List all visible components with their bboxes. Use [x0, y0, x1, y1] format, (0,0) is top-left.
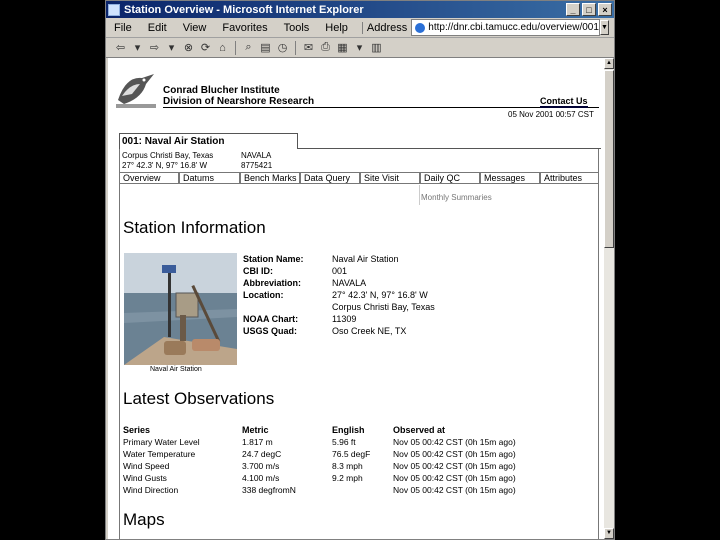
menu-edit[interactable]: Edit [147, 21, 167, 34]
obs-cell: Nov 05 00:42 CST (0h 15m ago) [393, 473, 516, 483]
contact-us-link[interactable]: Contact Us [540, 96, 588, 106]
station-title: 001: Naval Air Station [119, 133, 298, 149]
info-label: Abbreviation: [243, 278, 302, 288]
content-border-left [119, 149, 120, 539]
title-bar [106, 1, 614, 18]
column-header: Metric [242, 425, 269, 435]
stop-icon[interactable]: ⊗ [183, 42, 194, 54]
edit-icon[interactable]: ▦ [337, 42, 348, 54]
menu-file[interactable]: File [114, 21, 132, 34]
page-viewport [108, 58, 604, 539]
history-icon[interactable]: ◷ [277, 42, 288, 54]
tab-overview[interactable]: Overview [119, 172, 179, 184]
menu-favorites[interactable]: Favorites [222, 21, 268, 34]
obs-cell: Wind Speed [123, 461, 170, 471]
address-label: Address [362, 22, 411, 34]
obs-cell: Nov 05 00:42 CST (0h 15m ago) [393, 449, 516, 459]
tab-daily-qc[interactable]: Daily QC [420, 172, 480, 184]
tab-site-visit[interactable]: Site Visit [360, 172, 420, 184]
obs-cell: 24.7 degC [242, 449, 282, 459]
toolbar-divider [235, 41, 236, 55]
latest-observations-heading: Latest Observations [123, 389, 275, 408]
address-dropdown-button[interactable]: ▼ [600, 20, 609, 35]
go-button[interactable]: Go [614, 21, 630, 34]
tab-attributes[interactable]: Attributes [540, 172, 599, 184]
obs-cell: Nov 05 00:42 CST (0h 15m ago) [393, 485, 516, 495]
obs-cell: 8.3 mph [332, 461, 363, 471]
obs-cell: Nov 05 00:42 CST (0h 15m ago) [393, 437, 516, 447]
info-label: NOAA Chart: [243, 314, 299, 324]
menu-bar [106, 18, 630, 38]
obs-cell: 4.100 m/s [242, 473, 280, 483]
header-rule [163, 107, 599, 108]
station-chart-id: 8775421 [241, 161, 273, 170]
obs-cell: 3.700 m/s [242, 461, 280, 471]
address-url: http://dnr.cbi.tamucc.edu/overview/001 [428, 22, 599, 33]
institute-name: Conrad Blucher Institute [163, 85, 280, 96]
obs-cell: 76.5 degF [332, 449, 371, 459]
chevron-down-icon[interactable]: ▾ [168, 42, 175, 54]
station-information-heading: Station Information [123, 218, 266, 237]
scroll-thumb[interactable] [604, 70, 614, 248]
chevron-down-icon[interactable]: ▾ [134, 42, 141, 54]
obs-cell: Wind Direction [123, 485, 179, 495]
obs-cell: 1.817 m [242, 437, 273, 447]
back-icon[interactable]: ⇦ [115, 42, 126, 54]
info-value: Oso Creek NE, TX [332, 326, 407, 336]
info-label: CBI ID: [243, 266, 273, 276]
address-input[interactable] [411, 19, 600, 36]
page-date: 05 Nov 2001 00:57 CST [508, 110, 594, 119]
column-header: Series [123, 425, 151, 435]
station-area: Corpus Christi Bay, Texas [122, 151, 214, 160]
column-header: English [332, 425, 365, 435]
bird-logo-icon [116, 70, 156, 108]
tab-underline [119, 183, 599, 184]
obs-cell: 338 degfromN [242, 485, 296, 495]
close-button[interactable]: × [598, 3, 612, 16]
obs-cell: Nov 05 00:42 CST (0h 15m ago) [393, 461, 516, 471]
station-photo [124, 253, 237, 365]
obs-cell: 9.2 mph [332, 473, 363, 483]
toolbar-divider [295, 41, 296, 55]
content-border-right [598, 149, 599, 539]
obs-cell: Wind Gusts [123, 473, 167, 483]
station-coords: 27° 42.3' N, 97° 16.8' W [122, 161, 208, 170]
info-value: 27° 42.3' N, 97° 16.8' W [332, 290, 428, 300]
photo-caption: Naval Air Station [150, 366, 202, 373]
tab-data-query[interactable]: Data Query [300, 172, 360, 184]
toolbar [106, 38, 614, 58]
forward-icon[interactable]: ⇨ [149, 42, 160, 54]
search-icon[interactable]: ⌕ [245, 41, 252, 53]
scroll-down-button[interactable]: ▼ [604, 528, 614, 539]
column-header: Observed at [393, 425, 446, 435]
station-box-rule [297, 148, 601, 149]
maps-heading: Maps [123, 510, 165, 529]
obs-cell: 5.96 ft [332, 437, 356, 447]
info-value: Corpus Christi Bay, Texas [332, 302, 435, 312]
window-title: Station Overview - Microsoft Internet Explorer [124, 3, 364, 16]
minimize-button[interactable]: _ [566, 3, 580, 16]
menu-tools[interactable]: Tools [283, 21, 310, 34]
page-icon [415, 23, 425, 33]
ie-icon [108, 4, 120, 16]
station-code: NAVALA [241, 151, 272, 160]
chevron-down-icon[interactable]: ▾ [356, 42, 363, 54]
info-value: 001 [332, 266, 348, 276]
division-name: Division of Nearshore Research [163, 96, 315, 107]
refresh-icon[interactable]: ⟳ [200, 42, 211, 54]
monthly-summaries-link[interactable]: Monthly Summaries [421, 193, 492, 202]
mail-icon[interactable]: ✉ [303, 42, 314, 54]
info-label: Station Name: [243, 254, 304, 264]
tab-datums[interactable]: Datums [179, 172, 240, 184]
info-value: 11309 [332, 314, 357, 324]
subnav-divider [419, 185, 420, 205]
info-value: NAVALA [332, 278, 367, 288]
menu-view[interactable]: View [182, 21, 207, 34]
info-value: Naval Air Station [332, 254, 399, 264]
info-label: USGS Quad: [243, 326, 298, 336]
maximize-button[interactable]: □ [582, 3, 596, 16]
print-icon[interactable]: ⎙ [321, 41, 330, 53]
info-label: Location: [243, 290, 284, 300]
discuss-icon[interactable]: ▥ [371, 42, 382, 54]
tab-messages[interactable]: Messages [480, 172, 540, 184]
home-icon[interactable]: ⌂ [219, 41, 226, 54]
obs-cell: Primary Water Level [123, 437, 200, 447]
vertical-scrollbar[interactable] [604, 58, 614, 539]
tab-bench-marks[interactable]: Bench Marks [240, 172, 300, 184]
obs-cell: Water Temperature [123, 449, 196, 459]
menu-help[interactable]: Help [325, 21, 348, 34]
scroll-up-button[interactable]: ▲ [604, 58, 614, 69]
favorites-icon[interactable]: ▤ [260, 42, 271, 54]
browser-window [105, 0, 630, 540]
